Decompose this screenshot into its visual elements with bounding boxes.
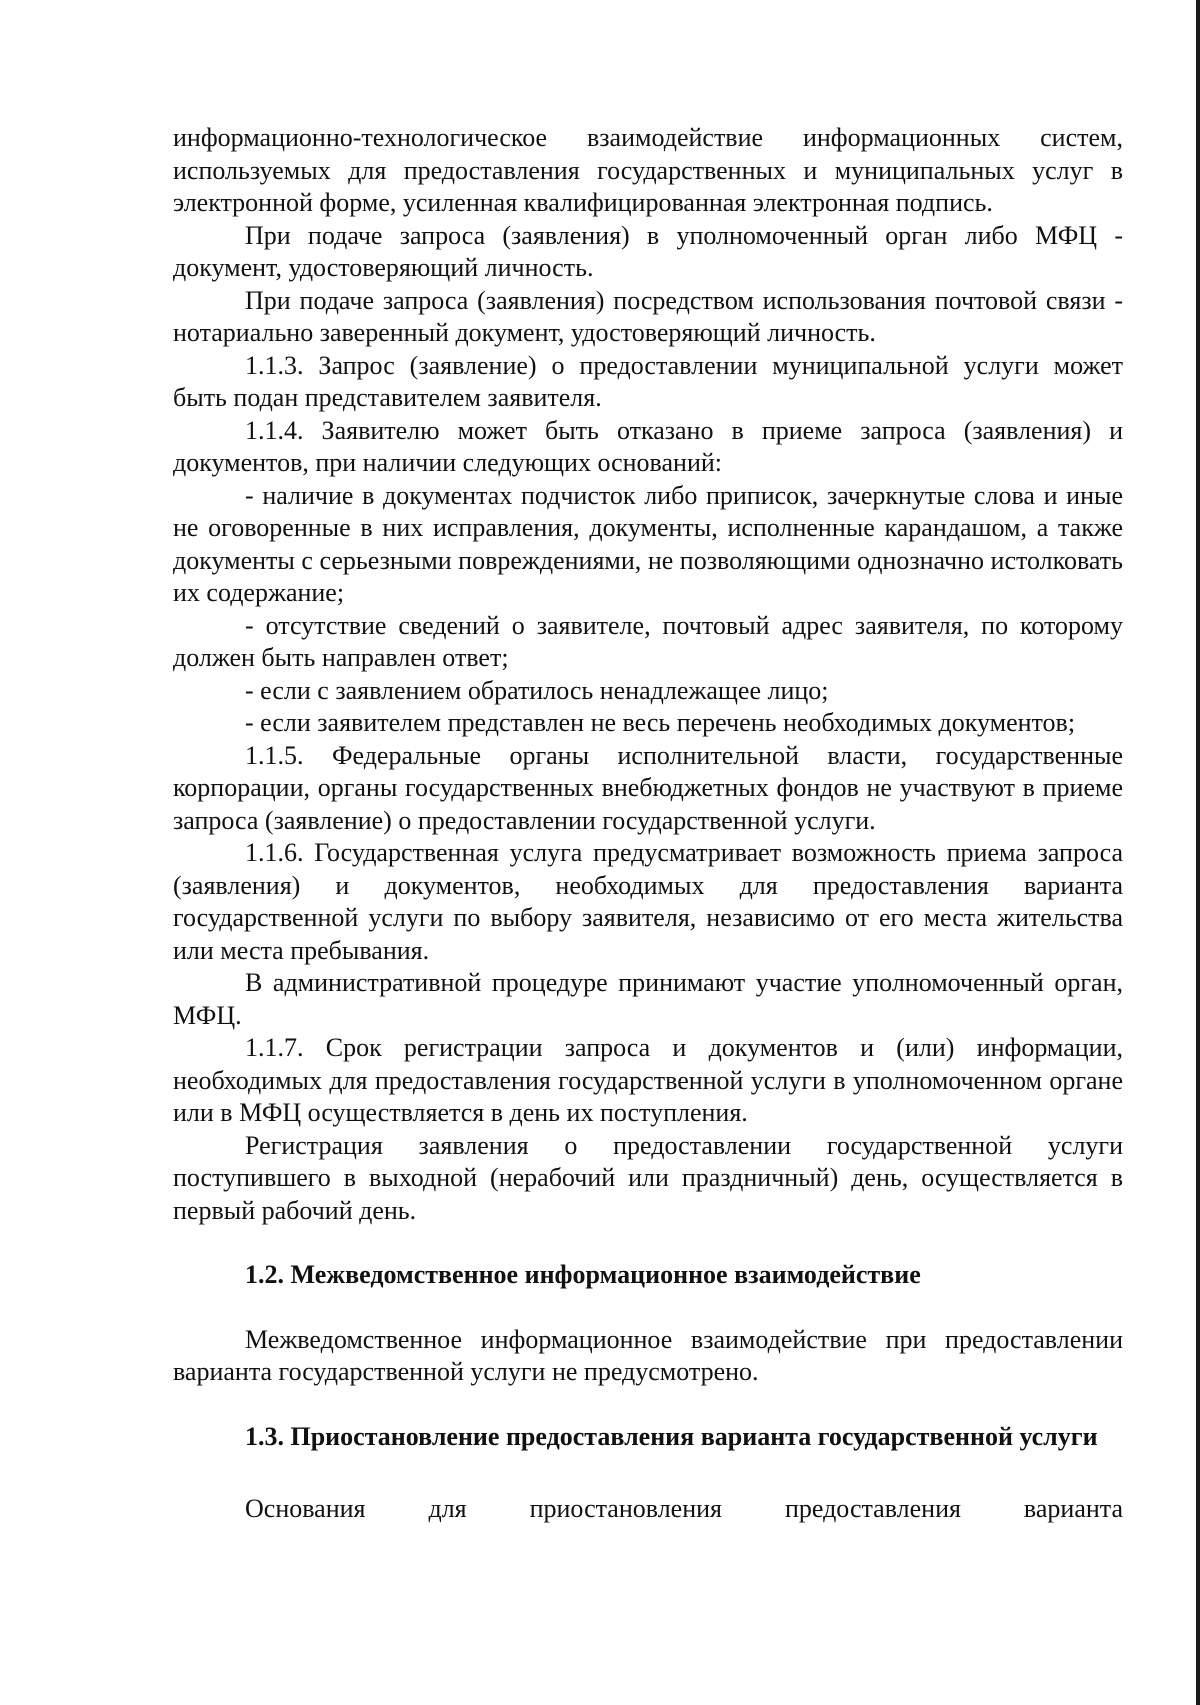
paragraph-participants: В административной процедуре принимают участие уполномоченный орган, МФЦ.	[173, 968, 1123, 1030]
list-item-erasures: - наличие в документах подчисток либо приписок, зачеркнутые слова и иные не оговоренные в них исправления, документы, исполненные карандашом, а также документы с серьезными повреждениями, не позволяющими однозначно истолковать их содержание;	[173, 480, 1123, 607]
paragraph-continuation: информационно-технологическое взаимодействие информационных систем, используемых для предоставления государственных и муниципальных услуг в электронной форме, усиленная квалифицированная электронная подпись.	[173, 123, 1123, 217]
section-heading-1-3: 1.3. Приостановление предоставления варианта государственной услуги	[245, 1421, 1098, 1451]
paragraph-1-1-4: 1.1.4. Заявителю может быть отказано в приеме запроса (заявления) и документов, при наличии следующих оснований:	[173, 415, 1123, 477]
document-body	[173, 122, 1123, 1526]
paragraph-registration-holiday: Регистрация заявления о предоставлении государственной услуги поступившего в выходной (нерабочий или праздничный) день, осуществляется в первый рабочий день.	[173, 1130, 1123, 1225]
page-edge	[1196, 0, 1200, 1705]
paragraph-postal-submission: При подаче запроса (заявления) посредством использования почтовой связи - нотариально заверенный документ, удостоверяющий личность.	[173, 285, 1123, 347]
section-heading-1-2: 1.2. Межведомственное информационное взаимодействие	[245, 1260, 921, 1289]
list-item-no-applicant-info: - отсутствие сведений о заявителе, почтовый адрес заявителя, по которому должен быть направлен ответ;	[173, 610, 1123, 672]
paragraph-1-1-5: 1.1.5. Федеральные органы исполнительной власти, государственные корпорации, органы государственных внебюджетных фондов не участвуют в приеме запроса (заявление) о предоставлении государственной услуги.	[173, 740, 1123, 835]
paragraph-1-3-text: Основания для приостановления предоставления варианта	[245, 1494, 1123, 1523]
paragraph-identity-document: При подаче запроса (заявления) в уполномоченный орган либо МФЦ - документ, удостоверяющий личность.	[173, 220, 1123, 282]
paragraph-1-1-3: 1.1.3. Запрос (заявление) о предоставлении муниципальной услуги может быть подан представителем заявителя.	[173, 350, 1123, 412]
paragraph-1-1-6: 1.1.6. Государственная услуга предусматривает возможность приема запроса (заявления) и документов, необходимых для предоставления варианта государственной услуги по выбору заявителя, независимо от его места жительства или места пребывания.	[173, 838, 1123, 965]
paragraph-1-2-text: Межведомственное информационное взаимодействие при предоставлении варианта государственной услуги не предусмотрено.	[173, 1324, 1123, 1386]
list-item-incomplete-documents: - если заявителем представлен не весь перечень необходимых документов;	[245, 708, 1076, 737]
paragraph-1-1-7: 1.1.7. Срок регистрации запроса и документов и (или) информации, необходимых для предоставления государственной услуги в уполномоченном органе или в МФЦ осуществляется в день их поступления.	[173, 1033, 1123, 1127]
list-item-improper-person: - если с заявлением обратилось ненадлежащее лицо;	[245, 675, 829, 705]
